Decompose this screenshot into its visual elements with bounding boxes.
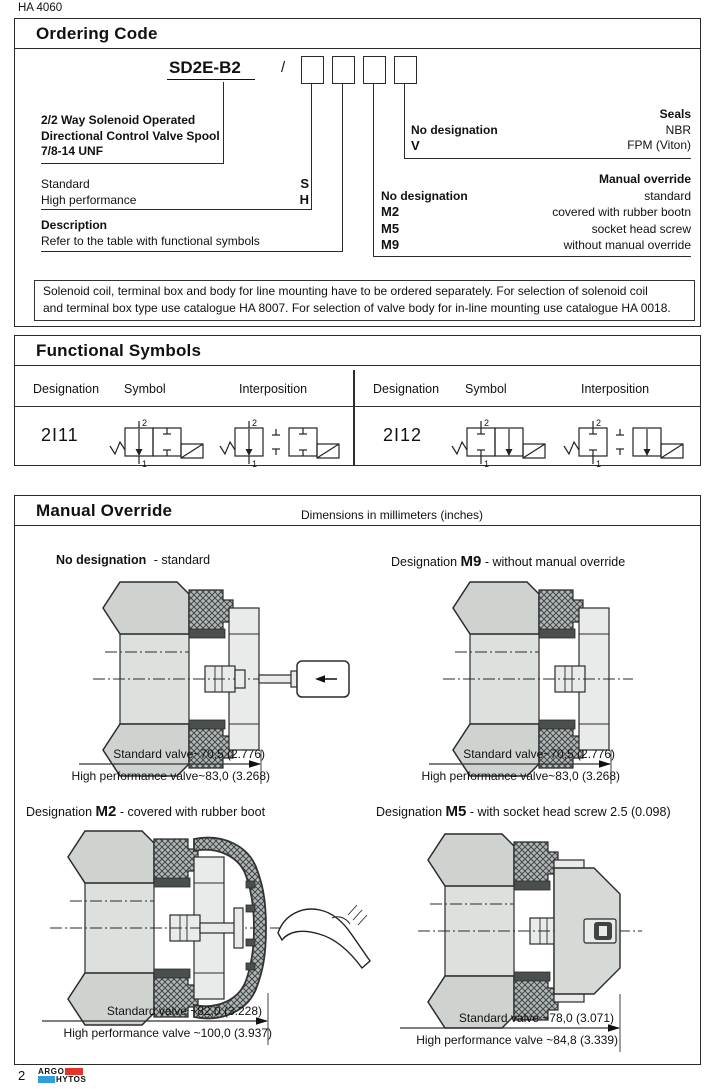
code-position-box-3 bbox=[363, 56, 386, 84]
seals-row bbox=[411, 123, 691, 139]
logo-red-block bbox=[65, 1068, 83, 1075]
dim-standard: Standard valve~70,5 (2.776) bbox=[113, 747, 265, 761]
valve-interposition-2i11 bbox=[219, 416, 343, 468]
connector-line-box4 bbox=[404, 83, 405, 158]
variant-code: M9 bbox=[460, 553, 482, 570]
connector-line-box2 bbox=[342, 83, 343, 251]
variant-heading-standard bbox=[56, 553, 210, 567]
dim-standard: Standard valve ~82,0 (3.228) bbox=[106, 1004, 262, 1018]
variant-suffix: - standard bbox=[153, 553, 211, 567]
drawing-standard-override bbox=[65, 574, 365, 789]
page-number: 2 bbox=[18, 1068, 26, 1083]
units-note: Dimensions in millimeters (inches) bbox=[301, 508, 484, 522]
performance-row bbox=[41, 192, 309, 208]
variant-suffix: - covered with rubber boot bbox=[119, 805, 266, 819]
designation-2i11: 2I11 bbox=[41, 425, 79, 445]
performance-row bbox=[41, 176, 309, 192]
functional-symbols-section bbox=[14, 335, 701, 466]
port-label-top: 2 bbox=[484, 418, 490, 428]
connector-line-valve-desc bbox=[41, 163, 224, 164]
section-title: Ordering Code bbox=[36, 24, 158, 43]
option-code: V bbox=[411, 138, 420, 153]
slash-separator: / bbox=[281, 59, 286, 76]
column-header-designation: Designation bbox=[373, 382, 440, 396]
valve-description-block bbox=[41, 113, 220, 160]
port-label-bottom: 1 bbox=[142, 459, 148, 468]
code-position-box-2 bbox=[332, 56, 355, 84]
connector-line-performance bbox=[41, 209, 312, 210]
model-code: SD2E-B2 bbox=[167, 58, 255, 80]
code-position-box-1 bbox=[301, 56, 324, 84]
port-label-top: 2 bbox=[596, 418, 602, 428]
seals-heading: Seals bbox=[659, 107, 691, 121]
argo-hytos-logo bbox=[38, 1068, 86, 1084]
section-title: Functional Symbols bbox=[36, 341, 202, 360]
variant-prefix: Designation bbox=[376, 805, 443, 819]
description-heading: Description bbox=[41, 218, 108, 232]
drawing-m5 bbox=[390, 826, 705, 1058]
port-label-bottom: 1 bbox=[596, 459, 602, 468]
table-header-rule bbox=[15, 406, 700, 407]
port-label-bottom: 1 bbox=[484, 459, 490, 468]
option-value: FPM (Viton) bbox=[627, 138, 691, 152]
override-heading: Manual override bbox=[598, 172, 691, 186]
option-value: socket head screw bbox=[591, 221, 691, 236]
variant-code: M2 bbox=[95, 803, 117, 820]
port-label-bottom: 1 bbox=[252, 459, 258, 468]
override-row bbox=[381, 221, 691, 238]
variant-suffix: - with socket head screw 2.5 (0.098) bbox=[469, 805, 671, 819]
option-code: M2 bbox=[381, 204, 400, 219]
variant-heading-m9 bbox=[391, 553, 625, 570]
override-row bbox=[381, 188, 691, 205]
column-header-symbol: Symbol bbox=[124, 382, 166, 396]
document-code: HA 4060 bbox=[18, 2, 63, 14]
performance-options bbox=[41, 176, 309, 208]
connector-line-box1 bbox=[311, 83, 312, 209]
option-value: covered with rubber bootn bbox=[552, 205, 691, 219]
column-header-interposition: Interposition bbox=[239, 382, 308, 396]
port-label-top: 2 bbox=[252, 418, 258, 428]
logo-text-argo: ARGO bbox=[38, 1067, 65, 1076]
option-code: M9 bbox=[381, 237, 400, 252]
option-code: No designation bbox=[381, 188, 468, 203]
dim-high: High performance valve ~84,8 (3.339) bbox=[416, 1033, 618, 1047]
drawing-m9 bbox=[415, 574, 705, 789]
variant-heading-m2 bbox=[26, 803, 265, 820]
valve-description-line: 7/8-14 UNF bbox=[41, 144, 104, 158]
variant-heading-m5 bbox=[376, 803, 671, 820]
finger bbox=[278, 909, 370, 968]
seals-row bbox=[411, 138, 691, 154]
option-label: High performance bbox=[41, 193, 137, 207]
override-row bbox=[381, 237, 691, 254]
ordering-code-header bbox=[15, 19, 700, 49]
ordering-code-section bbox=[14, 18, 701, 327]
valve-interposition-2i12 bbox=[563, 416, 687, 468]
variant-prefix: Designation bbox=[391, 555, 458, 569]
option-code: M5 bbox=[381, 220, 400, 236]
note-line: and terminal box type use catalogue HA 8007. For selection of valve body for in-line mounting use catalogue HA 0018. bbox=[43, 300, 671, 315]
variant-prefix: Designation bbox=[26, 805, 93, 819]
column-header-designation: Designation bbox=[33, 382, 100, 396]
dim-standard: Standard valve~70,5 (2.776) bbox=[463, 747, 615, 761]
dim-high: High performance valve ~100,0 (3.937) bbox=[63, 1026, 272, 1040]
dim-high: High performance valve~83,0 (3.268) bbox=[71, 769, 270, 783]
column-header-symbol: Symbol bbox=[465, 382, 507, 396]
option-value: standard bbox=[644, 188, 691, 203]
manual-override-header bbox=[15, 496, 700, 526]
option-value: NBR bbox=[665, 122, 691, 137]
functional-symbols-header bbox=[15, 336, 700, 366]
section-title: Manual Override bbox=[36, 501, 173, 520]
note-line: Solenoid coil, terminal box and body for line mounting have to be ordered separately. For selection of solenoid coil bbox=[43, 284, 648, 298]
variant-code: M5 bbox=[445, 803, 467, 820]
column-header-interposition: Interposition bbox=[581, 382, 650, 396]
connector-line-override bbox=[373, 256, 691, 257]
option-value: without manual override bbox=[563, 238, 691, 252]
connector-line-description bbox=[41, 251, 343, 252]
option-code: No designation bbox=[411, 122, 498, 137]
dim-high: High performance valve~83,0 (3.268) bbox=[421, 769, 620, 783]
valve-description-line: Directional Control Valve Spool bbox=[41, 128, 220, 143]
connector-line-seals bbox=[404, 158, 691, 159]
logo-text-hytos: HYTOS bbox=[56, 1075, 87, 1084]
valve-description-line: 2/2 Way Solenoid Operated bbox=[41, 113, 196, 127]
valve-symbol-2i11 bbox=[109, 416, 209, 468]
port-label-top: 2 bbox=[142, 418, 148, 428]
option-code: H bbox=[299, 192, 309, 207]
variant-suffix: - without manual override bbox=[484, 555, 626, 569]
seals-group bbox=[411, 107, 691, 154]
connector-line-model bbox=[223, 82, 224, 163]
manual-override-section bbox=[14, 495, 701, 1065]
description-text: Refer to the table with functional symbols bbox=[41, 234, 260, 248]
dim-standard: Standard valve ~78,0 (3.071) bbox=[458, 1011, 614, 1025]
drawing-m2 bbox=[30, 823, 375, 1055]
table-divider bbox=[353, 370, 355, 465]
variant-prefix: No designation bbox=[56, 553, 147, 567]
option-code: S bbox=[300, 176, 309, 191]
manual-override-group bbox=[381, 171, 691, 254]
designation-2i12: 2I12 bbox=[383, 425, 423, 445]
code-position-box-4 bbox=[394, 56, 417, 84]
ordering-note bbox=[34, 280, 695, 321]
connector-line-box3 bbox=[373, 83, 374, 256]
logo-blue-block bbox=[38, 1076, 55, 1083]
override-row bbox=[381, 204, 691, 221]
valve-symbol-2i12 bbox=[451, 416, 551, 468]
option-label: Standard bbox=[41, 177, 90, 191]
